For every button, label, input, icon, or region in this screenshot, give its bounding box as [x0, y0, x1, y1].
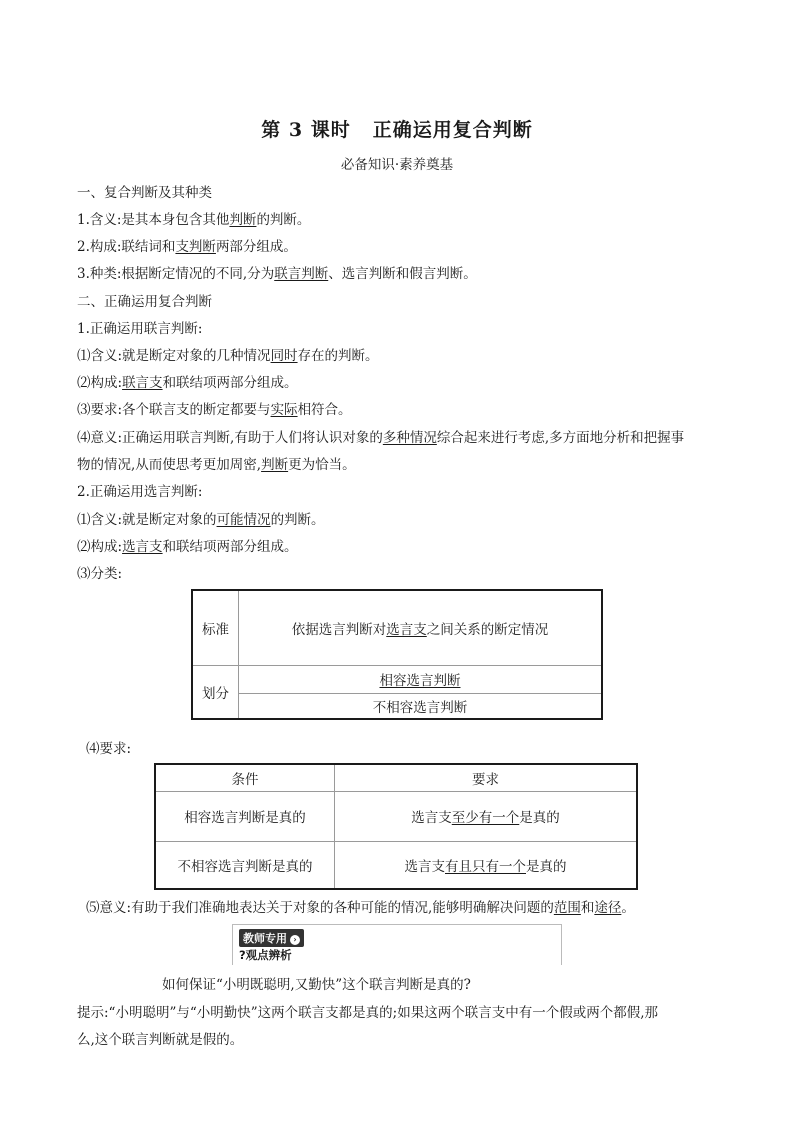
compatible-disjunctive: 相容选言判断	[239, 665, 603, 693]
header-condition: 条件	[155, 764, 335, 791]
conjunctive-requirement: ⑶要求:各个联言支的断定都要与实际相符合。	[77, 402, 352, 418]
disjunctive-meaning: ⑴含义:就是断定对象的可能情况的判断。	[77, 512, 325, 528]
question-text: 如何保证“小明既聪明,又勤快”这个联言判断是真的?	[162, 977, 471, 993]
disjunctive-requirement: ⑷要求:	[86, 741, 132, 757]
incompatible-disjunctive: 不相容选言判断	[239, 693, 603, 719]
conjunctive-structure: ⑵构成:联言支和联结项两部分组成。	[77, 375, 298, 391]
teacher-box	[232, 924, 562, 965]
row2-condition: 不相容选言判断是真的	[155, 841, 335, 889]
conjunctive-meaning: ⑴含义:就是断定对象的几种情况同时存在的判断。	[77, 348, 379, 364]
section2-heading: 二、正确运用复合判断	[77, 294, 212, 310]
row1-condition: 相容选言判断是真的	[155, 791, 335, 841]
hint-line-1: 提示:“小明聪明”与“小明勤快”这两个联言支都是真的;如果这两个联言支中有一个假或两个都假,那	[77, 1005, 658, 1021]
row2-requirement: 选言支有且只有一个是真的	[335, 841, 638, 889]
disjunctive-structure: ⑵构成:选言支和联结项两部分组成。	[77, 539, 298, 555]
conjunctive-heading: 1.正确运用联言判断:	[77, 321, 203, 337]
hint-line-2: 么,这个联言判断就是假的。	[77, 1032, 244, 1048]
section1-item2: 2.构成:联结词和支判断两部分组成。	[77, 239, 297, 255]
disjunctive-classification: ⑶分类:	[77, 566, 123, 582]
section1-heading: 一、复合判断及其种类	[77, 185, 212, 201]
standard-value: 依据选言判断对选言支之间关系的断定情况	[239, 590, 603, 665]
conjunctive-significance: ⑷意义:正确运用联言判断,有助于人们将认识对象的多种情况综合起来进行考虑,多方面地分析和把握事	[77, 430, 685, 446]
disjunctive-heading: 2.正确运用选言判断:	[77, 484, 203, 500]
question-mark-icon: ?	[239, 948, 246, 962]
teacher-badge: 教师专用 ›	[239, 929, 304, 947]
section1-item3: 3.种类:根据断定情况的不同,分为联言判断、选言判断和假言判断。	[77, 266, 477, 282]
row1-requirement: 选言支至少有一个是真的	[335, 791, 638, 841]
conjunctive-significance-cont: 物的情况,从而使思考更加周密,判断更为恰当。	[77, 457, 356, 473]
viewpoint-label: ?观点辨析	[239, 948, 292, 962]
header-requirement: 要求	[335, 764, 638, 791]
division-label: 划分	[192, 665, 239, 719]
requirement-table	[154, 763, 638, 890]
page-title: 第 3 课时 正确运用复合判断	[261, 119, 533, 141]
arrow-right-icon: ›	[290, 935, 300, 945]
classification-table	[191, 589, 603, 720]
standard-label: 标准	[192, 590, 239, 665]
page-subtitle: 必备知识·素养奠基	[340, 157, 454, 173]
disjunctive-significance: ⑸意义:有助于我们准确地表达关于对象的各种可能的情况,能够明确解决问题的范围和途径。	[86, 900, 635, 916]
section1-item1: 1.含义:是其本身包含其他判断的判断。	[77, 212, 311, 228]
